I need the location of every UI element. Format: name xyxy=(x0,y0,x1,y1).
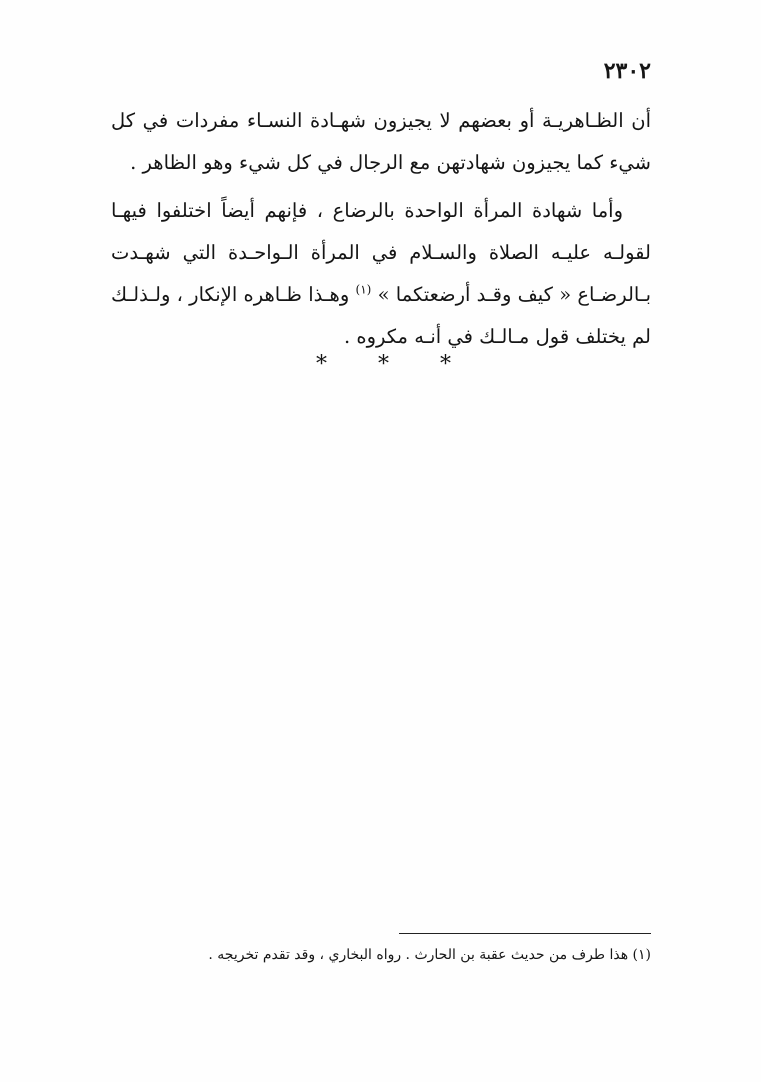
section-separator-stars: * * * xyxy=(316,352,473,377)
paragraph-2-text-after-ref: وهـذا ظـاهره الإنكار ، ولـذلـك لم يختلف قول مـالـك في أنـه مكروه . xyxy=(111,283,651,348)
paragraph-1: أن الظـاهريـة أو بعضهم لا يجيزون شهـادة النسـاء مفردات في كل شيء كما يجيزون شهادتهن مع الرجال في كل شيء وهو الظاهر . xyxy=(111,109,651,174)
paragraph-2 xyxy=(111,190,651,358)
body-text xyxy=(111,100,651,358)
footnote-reference-mark: (١) xyxy=(355,282,372,297)
paragraph-2-text-before-ref: وأما شهادة المرأة الواحدة بالرضاع ، فإنهم أيضاً اختلفوا فيهـا لقولـه عليـه الصلاة والسـلام في المرأة الـواحـدة التي شهـدت بـالرضـاع « كيف وقـد أرضعتكما » xyxy=(111,199,652,306)
footnote-divider xyxy=(399,933,651,934)
page-number: ٢٣٠٢ xyxy=(603,58,651,84)
footnote: (١) هذا طرف من حديث عقبة بن الحارث . رواه البخاري ، وقد تقدم تخريجه . xyxy=(208,947,651,963)
